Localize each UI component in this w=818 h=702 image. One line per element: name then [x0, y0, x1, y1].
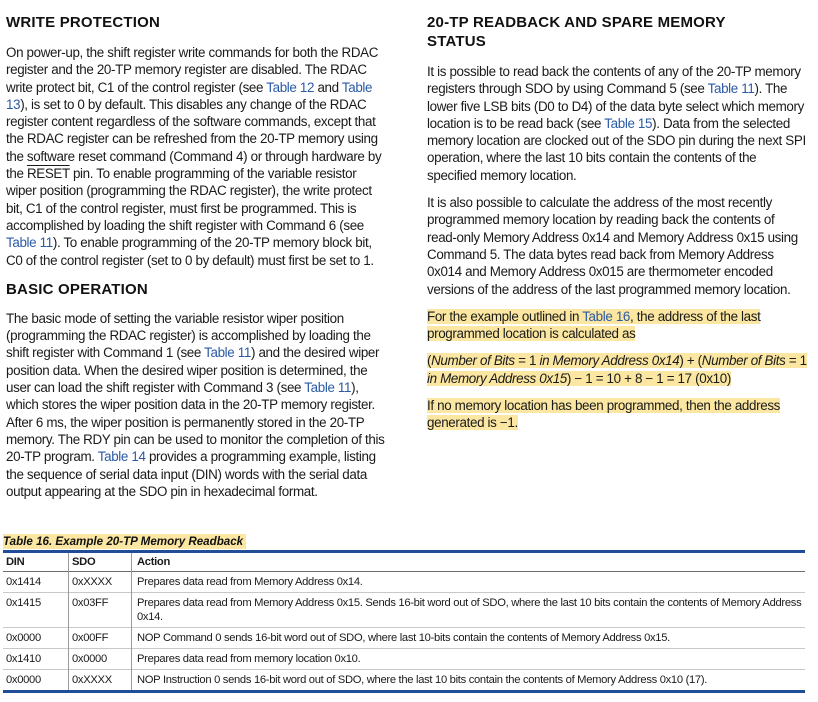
table-row — [3, 572, 805, 593]
cell-action: Prepares data read from memory location 0x10. — [132, 649, 806, 670]
cell-sdo: 0x03FF — [69, 593, 132, 628]
text: ), which stores the wiper position data in the 20-TP memory register. After 6 ms, the wiper position is permanently stored in the 20-TP memory. The RDY pin can be used to monitor the completion of this 20-TP program. — [6, 380, 385, 465]
cell-din: 0x1414 — [6, 576, 41, 588]
header-action: Action — [132, 552, 806, 572]
cell-din: 0x0000 — [6, 674, 41, 686]
table-15-link[interactable]: Table 15 — [604, 115, 653, 131]
table-13-link[interactable]: Table 13 — [6, 79, 373, 112]
cell-sdo: 0x00FF — [69, 628, 132, 649]
text: = 1 — [785, 353, 807, 369]
table-row — [3, 628, 805, 649]
text: It is possible to read back the contents of any of the 20-TP memory registers through SDO by using Command 5 (see — [427, 64, 801, 97]
text: and — [314, 79, 342, 95]
text: Number of Bits — [431, 353, 515, 369]
cell-action: Prepares data read from Memory Address 0x15. Sends 16-bit word out of SDO, where the last 10 bits contain the contents of Memory Address 0x14. — [132, 593, 806, 628]
table-row — [3, 649, 805, 670]
text: ) + ( — [679, 353, 702, 369]
text: Number of Bits — [701, 353, 786, 369]
table-11-link[interactable]: Table 11 — [204, 345, 251, 361]
example-paragraph — [427, 308, 807, 343]
text: For the example outlined in — [427, 308, 583, 324]
text: in Memory Address 0x15 — [427, 370, 567, 386]
table-header-row — [3, 552, 805, 572]
cell-action: NOP Command 0 sends 16-bit word out of SDO, where last 10-bits contain the contents of Memory Address 0x15. — [132, 628, 806, 649]
text: , the address of the last programmed location is calculated as — [427, 308, 761, 342]
left-column — [6, 0, 386, 500]
text: On power-up, the shift register write commands for both the RDAC register and the 20-TP memory register are disabled. The RDAC write protect bit, C1 of the control register (see — [6, 45, 379, 95]
table-row — [3, 593, 805, 628]
right-column — [427, 0, 807, 432]
text: provides a programming example, listing the sequence of serial data input (DIN) words with the serial data output appearing at the SDO pin in hexadecimal format. — [6, 449, 376, 499]
table-row — [3, 670, 805, 692]
cell-din: 0x0000 — [6, 632, 41, 644]
text: in Memory Address 0x14 — [539, 353, 680, 369]
write-protection-heading: WRITE PROTECTION — [6, 14, 161, 31]
text: ). The lower five LSB bits (D0 to D4) of the data byte select which memory location is to be read back (see — [427, 81, 804, 131]
text: ). To enable programming of the 20-TP memory block bit, C0 of the control register (set to 0 by default) must first be set to 1. — [6, 235, 374, 268]
reset-pin-label: RESET — [26, 166, 70, 182]
table-12-link[interactable]: Table 12 — [266, 79, 315, 95]
header-sdo: SDO — [69, 552, 132, 572]
cell-sdo: 0xXXXX — [69, 572, 132, 593]
readback-table-section — [3, 532, 805, 693]
text: ) and the desired wiper position data. When the desired wiper position is determined, the user can load the shift register with Command 3 (see — [6, 345, 380, 396]
table-caption: Table 16. Example 20-TP Memory Readback — [3, 534, 246, 549]
header-din: DIN — [6, 556, 25, 568]
table-11-link[interactable]: Table 11 — [304, 380, 352, 396]
cell-din: 0x1415 — [6, 597, 41, 609]
table-14-link[interactable]: Table 14 — [97, 449, 146, 465]
text: = 1 — [514, 353, 540, 369]
table-16-link[interactable]: Table 16 — [582, 308, 631, 324]
basic-operation-heading: BASIC OPERATION — [6, 280, 148, 298]
cell-din: 0x1410 — [6, 653, 41, 665]
text: If no memory location has been programmed, then the address generated is −1. — [427, 398, 781, 431]
basic-operation-paragraph — [6, 310, 386, 500]
text: ), is set to 0 by default. This disables any change of the RDAC register content regardless of the software commands, except that the RDAC register can be refreshed from the 20-TP memory using the software reset command (Command 4) or through hardware by the — [6, 96, 382, 182]
readback-heading: 20-TP READBACK AND SPARE MEMORY STATUS — [427, 14, 726, 50]
text: ). Data from the selected memory location are clocked out of the SDO pin during the next SPI operation, where the last 10 bits contain the contents of the specified memory location. — [427, 115, 806, 183]
cell-action: Prepares data read from Memory Address 0x14. — [132, 572, 806, 593]
cell-sdo: 0x0000 — [69, 649, 132, 670]
formula — [427, 352, 807, 387]
text: pin. To enable programming of the variable resistor wiper position (programming the RDAC register), the write protect bit, C1 of the control register, must first be programmed. This is accomplished by loading the shift register with Command 6 (see — [6, 166, 372, 233]
no-memory-paragraph — [427, 397, 807, 432]
readback-paragraph-2: It is also possible to calculate the address of the most recently programmed memory location by reading back the contents of read-only Memory Address 0x14 and Memory Address 0x15 using Command 5. The data bytes read back from Memory Address 0x014 and Memory Address 0x015 are thermometer encoded versions of the address of the last programmed memory location. — [427, 195, 798, 297]
table-11-link[interactable]: Table 11 — [6, 235, 53, 251]
readback-paragraph-1 — [427, 63, 807, 184]
text: The basic mode of setting the variable resistor wiper position (programming the RDAC register) is accomplished by loading the shift register with Command 1 (see — [6, 310, 371, 361]
text: ( — [427, 353, 432, 369]
readback-table — [3, 550, 805, 693]
cell-sdo: 0xXXXX — [69, 670, 132, 692]
table-11-link[interactable]: Table 11 — [707, 81, 755, 97]
write-protection-paragraph — [6, 44, 386, 269]
cell-action: NOP Instruction 0 sends 16-bit word out of SDO, where the last 10 bits contain the contents of Memory Address 0x10 (17). — [132, 670, 806, 692]
text: ) − 1 = 10 + 8 − 1 = 17 (0x10) — [566, 370, 731, 386]
